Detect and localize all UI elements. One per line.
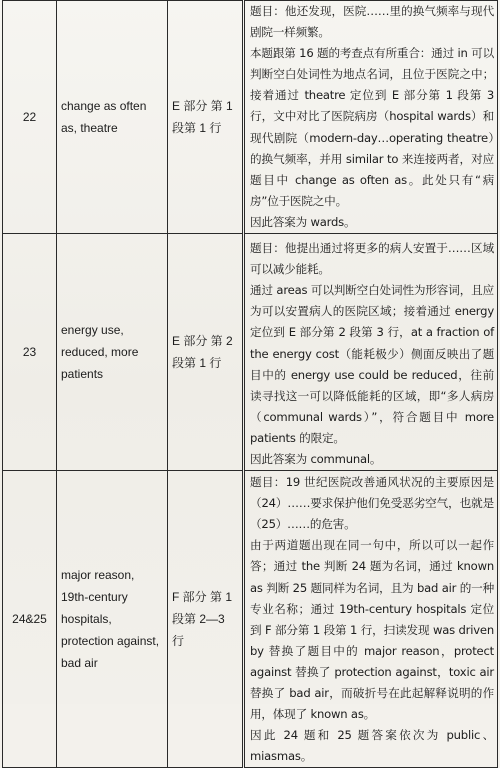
locator-words: energy use, reduced, more patients	[57, 234, 168, 471]
analysis-paragraph: 题目：19 世纪医院改善通风状况的主要原因是（24）……要求保护他们免受恶劣空气，也就是（25）……的危害。	[250, 475, 494, 532]
text-position: E 部分 第 1 段第 1 行	[168, 1, 244, 234]
text-position: E 部分 第 2 段第 1 行	[168, 234, 244, 471]
analysis-paragraph: 通过 areas 可以判断空白处词性为形容词，且应为可以安置病人的医院区域；接着通过 energy 定位到 E 部分第 2 段第 3 行，at a fraction of the energy cost（能耗极少）侧面反映出了题目中的 energy use could be reduced，往前读寻找这一可以降低能耗的区域，即“多人病房（communal wards）”，符合题目中 more patients 的限定。	[250, 283, 494, 445]
analysis-cell	[244, 234, 498, 471]
table-row	[3, 471, 498, 768]
analysis-paragraph: 因此 24 题和 25 题答案依次为 public、miasmas。	[250, 728, 494, 764]
question-number: 22	[3, 1, 57, 234]
analysis-paragraph: 因此答案为 wards。	[250, 214, 356, 229]
question-number: 23	[3, 234, 57, 471]
table-row	[3, 234, 498, 471]
table-row	[3, 1, 498, 234]
analysis-paragraph: 本题跟第 16 题的考查点有所重合：通过 in 可以判断空白处词性为地点名词，且位于医院之中；接着通过 theatre 定位到 E 部分第 1 段第 3 行，文中对比了医院病房（hospital wards）和现代剧院（modern-day…operating theatre）的换气频率，并用 similar to 来连接两者，对应题目中 change as often as。此处只有“病房”位于医院之中。	[250, 46, 494, 208]
locator-words: change as often as, theatre	[57, 1, 168, 234]
analysis-paragraph: 题目：他提出通过将更多的病人安置于……区域可以减少能耗。	[250, 241, 494, 277]
analysis-paragraph: 由于两道题出现在同一句中，所以可以一起作答；通过 the 判断 24 题为名词，通过 known as 判断 25 题同样为名词，且为 bad air 的一种专业名称；通过 19th-century hospitals 定位到 F 部分第 1 段第 1 行，扫读发现 was driven by 替换了题目中的 major reason，protect against 替换了 protection against，toxic air 替换了 bad air，而破折号在此起解释说明的作用，体现了 known as。	[250, 538, 494, 722]
question-number: 24&25	[3, 471, 57, 768]
locator-words: major reason, 19th-century hospitals, protection against, bad air	[57, 471, 168, 768]
analysis-paragraph: 题目：他还发现，医院……里的换气频率与现代剧院一样频繁。	[250, 4, 494, 40]
text-position: F 部分 第 1 段第 2—3 行	[168, 471, 244, 768]
analysis-cell	[244, 471, 498, 768]
analysis-paragraph: 因此答案为 communal。	[250, 451, 382, 466]
analysis-cell	[244, 1, 498, 234]
answer-analysis-table	[2, 0, 498, 768]
